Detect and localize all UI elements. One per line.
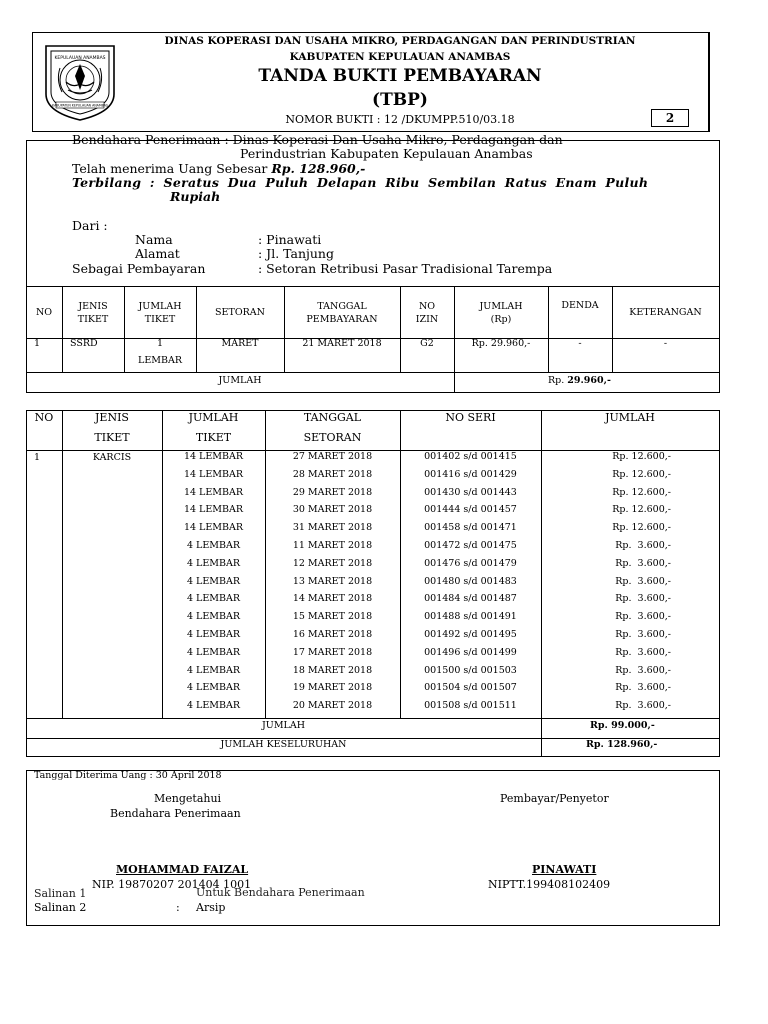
t2-header-jumlah-tiket-2: TIKET [195,431,232,444]
t2-header-seri: NO SERI [445,411,496,424]
t2-row-seri: 001484 s/d 001487 [424,593,517,605]
t2-row-jumlah: Rp. 3.600,- [615,700,671,712]
copy2-value: Arsip [196,901,226,914]
t2-row-tanggal: 31 MARET 2018 [292,522,373,534]
t2-row-seri: 001508 s/d 001511 [424,700,517,712]
amount-in-words: Terbilang : Seratus Dua Puluh Delapan Ribu Sembilan Ratus Enam Puluh [72,175,649,190]
receipt-right-edge [719,140,720,286]
t2-row-seri: 001476 s/d 001479 [424,557,517,569]
t2-first-no: 1 [34,452,41,463]
t2-row-jumlah: Rp. 3.600,- [615,557,671,569]
received-amount: Rp. 128.960,- [271,161,366,176]
purpose-label: Sebagai Pembayaran [72,261,206,276]
address-label: Alamat [135,246,180,261]
t2-row-tanggal: 20 MARET 2018 [292,700,373,712]
t2-row-tanggal: 12 MARET 2018 [292,557,373,569]
copy1-value: Untuk Bendahara Penerimaan [196,886,365,899]
t2-row-tiket: 4 LEMBAR [186,593,241,605]
t1-row-jumlah-tiket-unit: LEMBAR [138,355,182,366]
t2-total-value: Rp. 99.000,- [590,720,655,731]
t2-row-seri: 001480 s/d 001483 [424,575,517,587]
t2-row-tanggal: 17 MARET 2018 [292,646,373,658]
payer-nip: NIPTT.199408102409 [488,878,611,891]
t2-header-jenis: JENIS [95,411,129,424]
name-label: Nama [135,232,173,247]
t2-row-seri: 001496 s/d 001499 [424,646,517,658]
t2-row-seri: 001416 s/d 001429 [424,468,517,480]
name-value: : Pinawati [258,232,322,247]
treasurer-nip: NIP. 19870207 201404 1001 [92,878,252,891]
t1-row-jumlah-tiket: 1 [156,338,164,349]
t1-total-prefix: Rp. [548,375,568,386]
t1-header-jumlah: JUMLAH (Rp) [479,301,523,325]
t2-header-jenis-2: TIKET [94,431,130,444]
t2-row-tanggal: 30 MARET 2018 [292,504,373,516]
t2-row-tanggal: 27 MARET 2018 [292,451,373,462]
t2-row-seri: 001472 s/d 001475 [424,540,517,551]
t1-header-keterangan: KETERANGAN [629,307,702,318]
document-subtitle: (TBP) [372,90,428,110]
t2-row-jumlah: Rp. 12.600,- [612,522,671,534]
t2-row-jumlah: Rp. 12.600,- [612,468,671,480]
t2-row-jumlah: Rp. 12.600,- [612,504,671,516]
t1-row-tanggal: 21 MARET 2018 [302,338,382,349]
t2-row-tiket: 14 LEMBAR [183,522,244,534]
t1-header-setoran: SETORAN [215,307,265,318]
t2-row-tanggal: 11 MARET 2018 [292,540,373,551]
t2-first-jenis: KARCIS [92,452,132,463]
from-label: Dari : [72,218,108,233]
t2-row-tiket: 14 LEMBAR [183,468,244,480]
received-label: Telah menerima Uang Sebesar [72,161,272,176]
t2-row-seri: 001488 s/d 001491 [424,611,517,623]
t2-row-tiket: 14 LEMBAR [183,486,244,498]
t2-row-jumlah: Rp. 3.600,- [615,646,671,658]
t1-header-no: NO [35,307,53,318]
t2-row-tiket: 14 LEMBAR [183,504,244,516]
t1-total-value [548,375,611,386]
t2-row-tanggal: 14 MARET 2018 [292,593,373,605]
logo-text-bottom: KABUPATEN KEPULAUAN ANAMBAS [52,103,108,108]
region-name: KABUPATEN KEPULAUAN ANAMBAS [289,51,511,63]
treasurer-line-2: Perindustrian Kabupaten Kepulauan Anambas [240,146,533,161]
t2-row-tanggal: 19 MARET 2018 [292,682,373,694]
t1-row-izin: G2 [420,338,434,349]
payer-title: Pembayar/Penyetor [500,792,609,805]
t1-row-setoran: MARET [221,338,259,349]
received-date: Tanggal Diterima Uang : 30 April 2018 [34,770,222,781]
t2-row-jumlah: Rp. 12.600,- [612,486,671,498]
copy2-separator: : [176,901,180,914]
t2-header-jumlah: JUMLAH [605,411,655,424]
t2-row-jumlah: Rp. 3.600,- [615,682,671,694]
t2-row-seri: 001500 s/d 001503 [424,664,517,676]
t2-row-tiket: 4 LEMBAR [186,646,241,658]
treasurer-line-1: Bendahara Penerimaan : Dinas Koperasi Dan Usaha Mikro, Perdagangan dan [72,132,563,147]
t2-row-tiket: 4 LEMBAR [186,557,241,569]
t1-row-keterangan: - [663,338,668,349]
t2-header-tanggal: TANGGAL [303,411,362,424]
t2-row-seri: 001430 s/d 001443 [424,486,517,498]
purpose-value: : Setoran Retribusi Pasar Tradisional Tarempa [258,261,553,276]
t2-row-jumlah: Rp. 3.600,- [615,575,671,587]
t2-row-tiket: 4 LEMBAR [186,629,241,640]
t2-header-jumlah-tiket: JUMLAH [188,411,239,424]
t2-grand-label: JUMLAH KESELURUHAN [220,739,347,750]
t1-header-izin: NO IZIN [415,301,439,325]
t2-row-seri: 001402 s/d 001415 [424,451,517,462]
acknowledged-label: Mengetahui [154,792,222,805]
t2-grand-value: Rp. 128.960,- [586,739,658,750]
t2-row-tiket: 4 LEMBAR [186,682,241,694]
document-title: TANDA BUKTI PEMBAYARAN [258,66,542,86]
t2-row-jumlah: Rp. 12.600,- [612,451,671,462]
t2-row-tiket: 14 LEMBAR [183,451,244,462]
t1-header-jumlah-tiket: JUMLAH TIKET [138,301,182,325]
t2-row-jumlah: Rp. 3.600,- [615,540,671,551]
t2-row-tiket: 4 LEMBAR [186,700,241,712]
t2-row-jumlah: Rp. 3.600,- [615,611,671,623]
t2-row-tanggal: 15 MARET 2018 [292,611,373,623]
t2-row-jumlah: Rp. 3.600,- [615,629,671,640]
agency-name: DINAS KOPERASI DAN USAHA MIKRO, PERDAGANGAN DAN PERINDUSTRIAN [164,35,636,47]
t2-row-tiket: 4 LEMBAR [186,611,241,623]
t2-row-jumlah: Rp. 3.600,- [615,593,671,605]
t2-row-tanggal: 28 MARET 2018 [292,468,373,480]
t2-row-tiket: 4 LEMBAR [186,664,241,676]
copy-number-box: 2 [651,109,689,127]
t2-header-tanggal-2: SETORAN [303,431,362,444]
t1-row-denda: - [578,338,582,349]
copy2-label: Salinan 2 [34,901,87,914]
copy1-label: Salinan 1 [34,887,87,900]
header-right-edge [709,32,710,132]
treasurer-name: MOHAMMAD FAIZAL [116,863,249,876]
receipt-left-edge [26,140,27,286]
t1-header-jenis: JENIS TIKET [77,301,109,325]
t2-row-seri: 001444 s/d 001457 [424,504,517,516]
amount-in-words-cont: Rupiah [170,189,221,204]
received-line [72,161,365,176]
payer-name: PINAWATI [532,863,597,876]
t1-row-jenis: SSRD [70,338,98,349]
t2-row-tanggal: 16 MARET 2018 [292,629,373,640]
t1-total-amount: 29.960,- [567,375,611,386]
t2-row-seri: 001492 s/d 001495 [424,629,517,640]
t1-header-denda: DENDA [561,300,599,311]
regency-logo [40,40,120,124]
t2-row-seri: 001504 s/d 001507 [424,682,517,694]
t2-total-label: JUMLAH [262,720,305,731]
t2-row-tiket: 4 LEMBAR [186,575,241,587]
footer-box [26,770,720,926]
t1-total-label: JUMLAH [218,375,262,386]
address-value: : Jl. Tanjung [258,246,334,261]
treasurer-title: Bendahara Penerimaan [110,807,241,820]
t2-row-jumlah: Rp. 3.600,- [615,664,671,676]
t1-header-tanggal: TANGGAL PEMBAYARAN [306,301,378,325]
t2-row-tanggal: 13 MARET 2018 [292,575,373,587]
receipt-number: NOMOR BUKTI : 12 /DKUMPP.510/03.18 [285,113,515,126]
t2-row-seri: 001458 s/d 001471 [424,522,517,534]
t1-row-no: 1 [34,338,41,349]
t1-row-jumlah: Rp. 29.960,- [471,338,531,349]
t2-row-tiket: 4 LEMBAR [186,540,241,551]
logo-text-top: KEPULAUAN ANAMBAS [54,56,106,61]
t2-row-tanggal: 18 MARET 2018 [292,664,373,676]
t2-row-tanggal: 29 MARET 2018 [292,486,373,498]
t2-header-no: NO [34,411,54,424]
